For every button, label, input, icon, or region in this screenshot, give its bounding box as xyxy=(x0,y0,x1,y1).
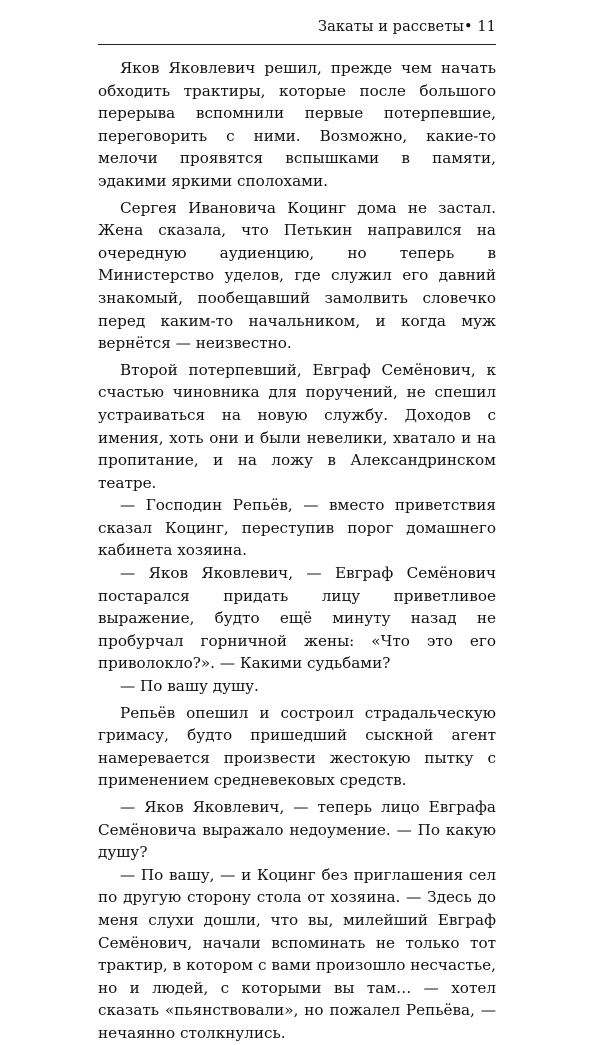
paragraph: Сергея Ивановича Коцинг дома не застал. Жена сказала, что Петькин направился на очередную аудиенцию, но теперь в Министерство уделов, где служил его давний знакомый, пообещавший замолвить словечко перед каким-то начальником, и когда муж вернётся — неизвестно. xyxy=(98,198,496,353)
paragraph: — По вашу душу. xyxy=(120,677,259,696)
paragraph: Репьёв опешил и состроил страдальческую гримасу, будто пришедший сыскной агент намеревается произвести жестокую пытку с применением средневековых средств. xyxy=(98,703,496,790)
page-number: 11 xyxy=(477,19,496,35)
paragraph: — Господин Репьёв, — вместо приветствия сказал Коцинг, переступив порог домашнего кабинета хозяина. xyxy=(98,496,496,560)
body-text xyxy=(98,57,496,1045)
paragraph: Яков Яковлевич решил, прежде чем начать обходить трактиры, которые после большого перерыва вспомнили первые потерпевшие, переговорить с ними. Возможно, какие-то мелочи проявятся вспышками в памяти, эдакими яркими сполохами. xyxy=(98,59,496,190)
paragraph: — По вашу, — и Коцинг без приглашения сел по другую сторону стола от хозяина. — Здесь до меня слухи дошли, что вы, милейший Евграф Семёнович, начали вспоминать не только тот трактир, в котором с вами произошло несчастье, но и людей, с которыми вы там… — хотел сказать «пьянствовали», но пожалел Репьёва, — нечаянно столкнулись. xyxy=(98,865,496,1042)
running-title: Закаты и рассветы xyxy=(317,19,464,35)
paragraph: — Яков Яковлевич, — теперь лицо Евграфа Семёновича выражало недоумение. — По какую душу? xyxy=(98,798,496,862)
header-separator: • xyxy=(463,19,473,35)
paragraph: — Яков Яковлевич, — Евграф Семёнович постарался придать лицу приветливое выражение, будто ещё минуту назад не пробурчал горничной жены: «Что это его приволокло?». — Какими судьбами? xyxy=(98,564,496,673)
running-head xyxy=(98,10,496,45)
paragraph: Второй потерпевший, Евграф Семёнович, к счастью чиновника для поручений, не спешил устраиваться на новую службу. Доходов с имения, хоть они и были невелики, хватало и на пропитание, и на ложу в Александринском театре. xyxy=(98,360,496,492)
